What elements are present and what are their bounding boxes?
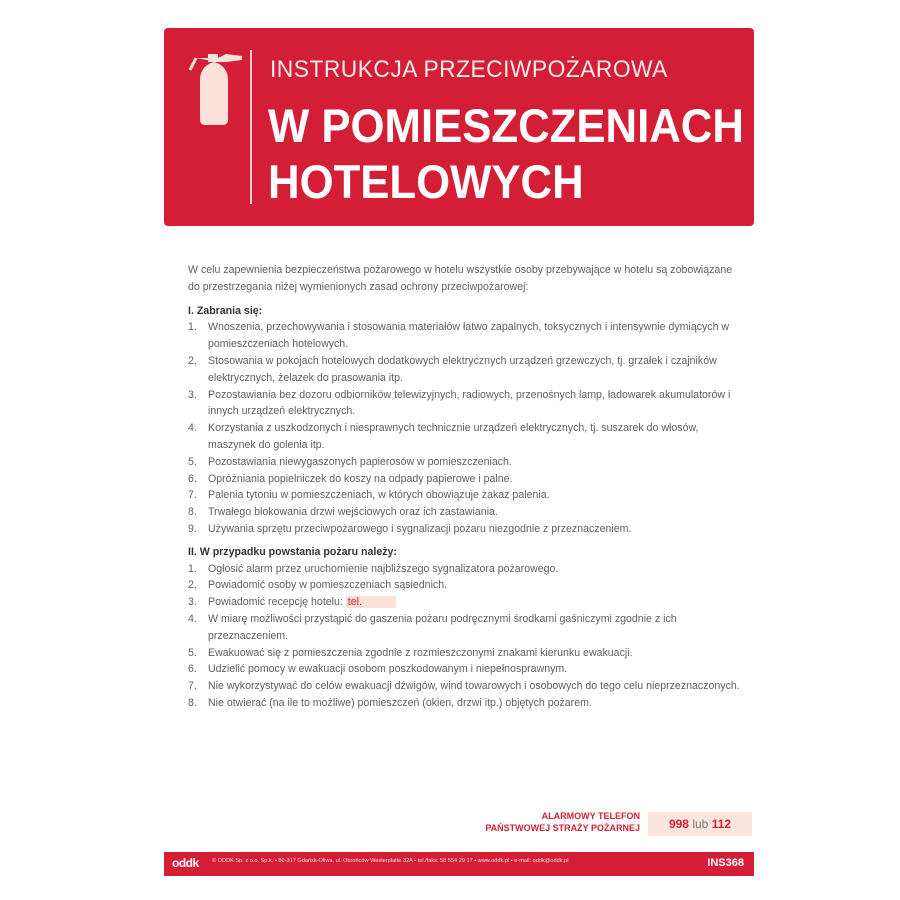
alarm-label bbox=[440, 810, 640, 834]
instructions-body bbox=[188, 262, 744, 718]
footer-address: © ODDK Sp. z o.o. Sp.k. • 80-317 Gdańsk-Oliwa, ul. Obrońców Westerplatte 32A • tel./faks: 58 554 29 17 • www.oddk.pl • e-mail: oddk@oddk.pl bbox=[212, 858, 569, 864]
list-item: 9. Używania sprzętu przeciwpożarowego i sygnalizacji pożaru niezgodnie z przeznaczeniem. bbox=[188, 522, 632, 535]
header-subtitle: INSTRUKCJA PRZECIWPOŻAROWA bbox=[270, 56, 668, 83]
alarm-label-line2: PAŃSTWOWEJ STRAŻY POŻARNEJ bbox=[485, 823, 640, 833]
list-item: 7. Nie wykorzystywać do celów ewakuacji dźwigów, wind towarowych i osobowych do tego celu nieprzeznaczonych. bbox=[188, 680, 740, 693]
section1-heading: I. Zabrania się: bbox=[188, 304, 263, 317]
list-item: 1. Ogłosić alarm przez uruchomienie najbliższego sygnalizatora pożarowego. bbox=[188, 562, 559, 575]
list-item: 2. Powiadomić osoby w pomieszczeniach sąsiednich. bbox=[188, 579, 448, 592]
section2-list bbox=[188, 561, 744, 712]
list-item: 2. Stosowania w pokojach hotelowych dodatkowych elektrycznych urządzeń grzewczych, tj. grzałek i czajników elektrycznych, żelazek do prasowania itp. bbox=[188, 354, 717, 384]
alarm-numbers bbox=[648, 812, 752, 836]
list-item: 6. Udzielić pomocy w ewakuacji osobom poszkodowanym i niepełnosprawnym. bbox=[188, 663, 568, 676]
alarm-or: lub bbox=[692, 817, 709, 831]
list-item: 5. Ewakuować się z pomieszczenia zgodnie z rozmieszczonymi znakami kierunku ewakuacji. bbox=[188, 646, 633, 659]
list-item: 4. Korzystania z uszkodzonych i niesprawnych technicznie urządzeń elektrycznych, tj. suszarek do włosów, maszynek do golenia itp. bbox=[188, 422, 699, 451]
header-title-line1: W POMIESZCZENIACH bbox=[268, 99, 744, 152]
oddk-logo: oddk bbox=[172, 856, 199, 870]
section2-heading: II. W przypadku powstania pożaru należy: bbox=[188, 545, 397, 558]
list-item: 8. Nie otwierać (na ile to możliwe) pomieszczeń (okien, drzwi itp.) objętych pożarem. bbox=[188, 696, 592, 709]
intro-paragraph: W celu zapewnienia bezpieczeństwa pożarowego w hotelu wszystkie osoby przebywające w hotelu są zobowiązane do przestrzegania niżej wymienionych zasad ochrony przeciwpożarowej: bbox=[188, 264, 733, 293]
list-item: 1. Wnoszenia, przechowywania i stosowania materiałów łatwo zapalnych, toksycznych i intensywnie dymiących w pomieszczeniach hotelowych. bbox=[188, 321, 730, 351]
fire-extinguisher-icon bbox=[188, 50, 244, 126]
list-item: 3. Pozostawiania bez dozoru odbiorników telewizyjnych, radiowych, przenośnych lamp, ładowarek akumulatorów i innych urządzeń elektrycznych. bbox=[188, 388, 731, 418]
document-code: INS368 bbox=[707, 857, 744, 869]
alarm-number-2: 112 bbox=[711, 817, 732, 831]
list-item: 4. W miarę możliwości przystąpić do gaszenia pożaru podręcznymi środkami gaśniczymi zgodnie z ich przeznaczeniem. bbox=[188, 612, 677, 642]
list-item: 6. Opróżniania popielniczek do koszy na odpady papierowe i palne. bbox=[188, 472, 513, 485]
reception-phone-field: tel. bbox=[346, 596, 396, 608]
list-item: 8. Trwałego blokowania drzwi wejściowych oraz ich zastawiania. bbox=[188, 506, 498, 519]
list-item: 3. Powiadomić recepcję hotelu: tel. bbox=[188, 594, 744, 611]
alarm-label-line1: ALARMOWY TELEFON bbox=[541, 811, 640, 821]
footer-bar bbox=[164, 852, 754, 876]
header-title bbox=[268, 98, 744, 210]
header-divider bbox=[250, 50, 252, 204]
header-banner bbox=[164, 28, 754, 226]
header-title-line2: HOTELOWYCH bbox=[268, 155, 584, 208]
section1-list bbox=[188, 319, 744, 537]
alarm-number-1: 998 bbox=[668, 817, 689, 831]
list-item: 7. Palenia tytoniu w pomieszczeniach, w których obowiązuje zakaz palenia. bbox=[188, 489, 550, 502]
list-item: 5. Pozostawiania niewygaszonych papierosów w pomieszczeniach. bbox=[188, 455, 512, 468]
